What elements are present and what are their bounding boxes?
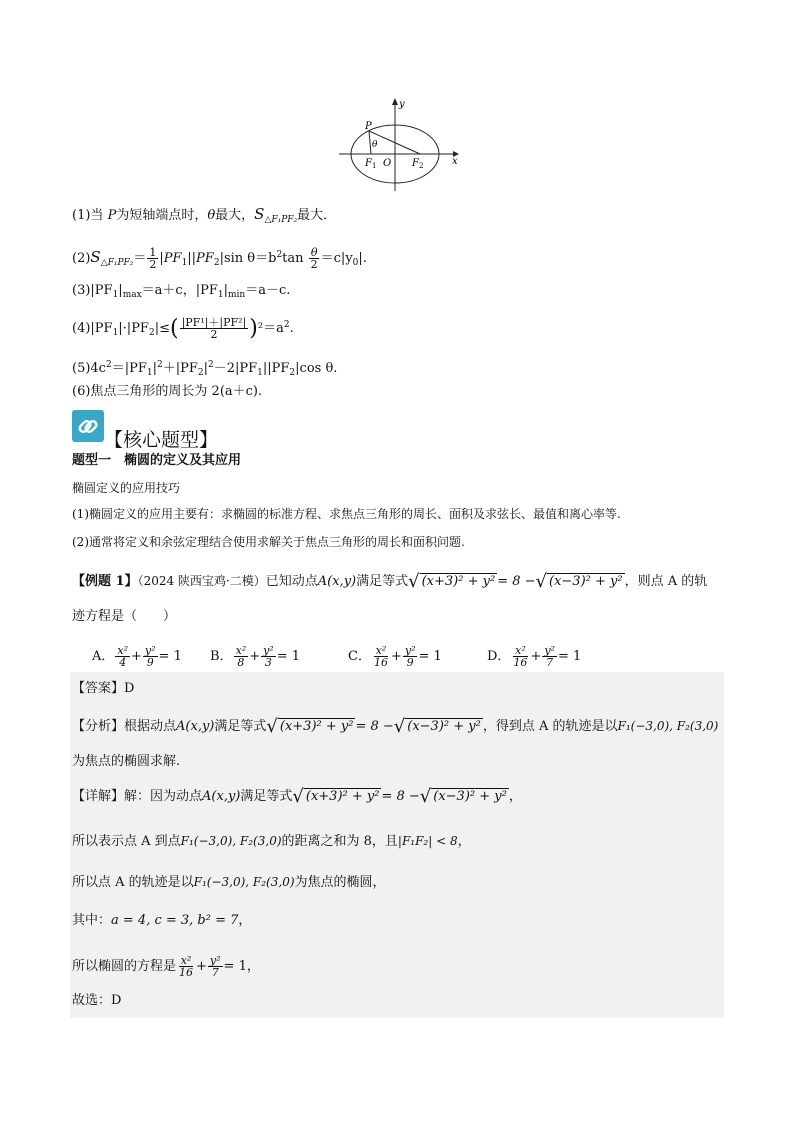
property-3: $(3)|PF_1|_{max}=a+c$，$|PF_1|_{min}=a-c$.: [72, 283, 291, 300]
detail-line-5: 所以椭圆的方程是 $\frac{\text{x²}}{16}$ + $\frac{\text{y²}}{7}$ = 1，: [72, 954, 260, 979]
link-icon-glyph: [72, 410, 104, 442]
fraction-theta-half: $\frac{\theta}{2}$: [310, 246, 318, 271]
analysis-line-2: 为焦点的椭圆求解.: [72, 754, 181, 769]
property-6: (6)焦点三角形的周长为 2(a＋c).: [72, 384, 263, 399]
detail-line-6: 故选：D: [72, 993, 122, 1008]
label-f1: F: [365, 158, 372, 169]
property-1: (1)当 P为短轴端点时，θ最大，$S_{\triangle F_1PF_2}$最大．: [72, 205, 337, 225]
skill-line-2: (2)通常将定义和余弦定理结合使用求解关于焦点三角形的周长和面积问题.: [72, 535, 465, 549]
fraction-mean: $\frac{\text{|PF¹|＋|PF²|}}{2}$: [181, 316, 247, 341]
option-b[interactable]: B． $\frac{\text{x²}}{8}$ + $\frac{\text{y²}}{3}$ = 1: [210, 644, 301, 669]
skill-line-1: (1)椭圆定义的应用主要有：求椭圆的标准方程、求焦点三角形的周长、面积及求弦长、最值和离心率等.: [72, 507, 621, 521]
detail-line-1: 【详解】解：因为动点A(x,y)满足等式√ (x+3)² + y² = 8 −√ (x−3)² + y² ，: [72, 786, 522, 807]
option-a[interactable]: A． $\frac{\text{x²}}{4}$ + $\frac{\text{y²}}{9}$ = 1: [92, 644, 182, 669]
fraction-half: $\frac{1}{2}$: [149, 246, 157, 271]
option-c[interactable]: C． $\frac{\text{x²}}{16}$ + $\frac{\text{y²}}{9}$ = 1: [348, 644, 442, 669]
type-title: 题型一 椭圆的定义及其应用: [72, 453, 242, 468]
label-f1-sub: 1: [372, 162, 377, 170]
detail-line-4: 其中：a = 4, c = 3, b² = 7，: [72, 913, 252, 928]
answer-line: 【答案】D: [72, 681, 135, 696]
segment-pf1: [369, 131, 371, 154]
property-5: $(5)4c^2=|PF_1|^2+|PF_2|^2-2|PF_1||PF_2|\cos$ θ.: [72, 360, 338, 378]
example-question-2: 迹方程是（ ）: [72, 609, 177, 624]
label-f2-sub: 2: [419, 162, 424, 170]
label-p: P: [365, 121, 372, 132]
property-2: $(2)S_{\triangle F_1PF_2}=$ $\frac{1}{2}$ $|PF_1||PF_2|\sin$ $\theta=b^2\tan$ $\frac{\theta}{2}$ $=c|y_0|$.: [72, 246, 367, 271]
analysis-line: 【分析】根据动点A(x,y)满足等式√ (x+3)² + y² = 8 −√ (x−3)² + y² ，得到点 A 的轨迹是以F₁(−3,0), F₂(3,0): [72, 716, 719, 737]
option-d[interactable]: D． $\frac{\text{x²}}{16}$ + $\frac{\text{y²}}{7}$ = 1: [487, 644, 582, 669]
detail-line-2: 所以表示点 A 到点F₁(−3,0), F₂(3,0)的距离之和为 8，且|F₁F₂| < 8，: [72, 834, 471, 849]
ellipse-figure: [335, 95, 465, 195]
y-axis-arrow: [392, 98, 398, 105]
section-title: 【核心题型】: [104, 429, 219, 451]
skill-heading: 椭圆定义的应用技巧: [72, 481, 181, 495]
detail-line-3: 所以点 A 的轨迹是以F₁(−3,0), F₂(3,0)为焦点的椭圆，: [72, 875, 386, 890]
label-y: y: [399, 99, 405, 110]
example-question: 【例题 1】（2024 陕西宝鸡·二模）已知动点A(x,y)满足等式√ (x+3)² + y² = 8 −√ (x−3)² + y² ，则点 A 的轨: [72, 571, 708, 592]
label-theta: θ: [372, 140, 378, 150]
label-o: O: [383, 158, 392, 169]
label-f2: F: [412, 158, 419, 169]
property-4: $(4)|PF_1|\cdot|PF_2|\le$( $\frac{\text{|PF¹|＋|PF²|}}{2}$ )$^2=a^2$.: [72, 316, 294, 341]
label-x: x: [452, 156, 458, 167]
link-icon: [72, 410, 104, 442]
